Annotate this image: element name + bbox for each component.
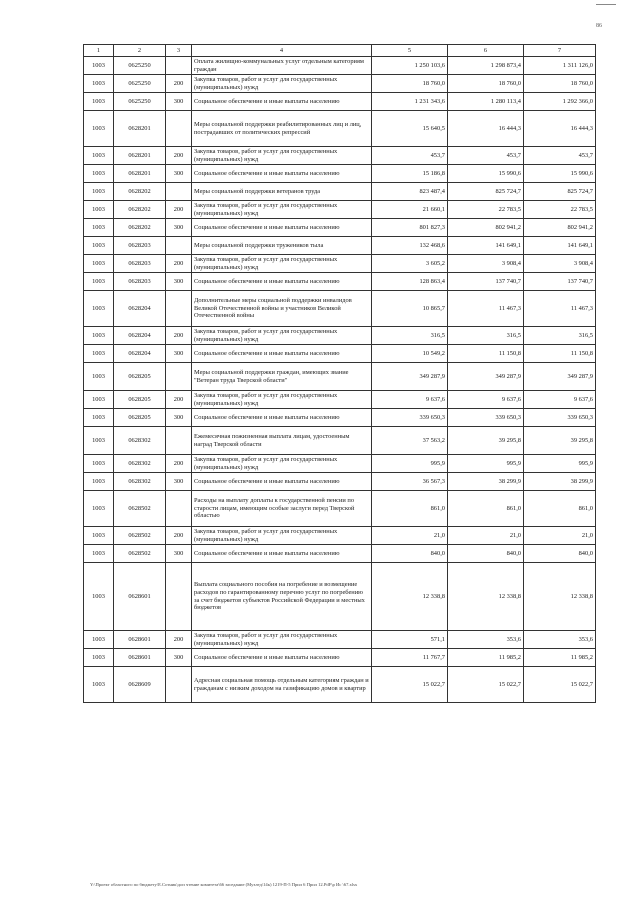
expense-type-code: [166, 57, 192, 75]
value-col-5: 132 468,6: [372, 237, 448, 255]
description: Закупка товаров, работ и услуг для государственных (муниципальных) нужд: [192, 455, 372, 473]
value-col-5: 840,0: [372, 545, 448, 563]
section-code: 1003: [84, 93, 114, 111]
value-col-5: 9 637,6: [372, 391, 448, 409]
value-col-6: 15 990,6: [448, 165, 524, 183]
expense-type-code: 200: [166, 327, 192, 345]
section-code: 1003: [84, 327, 114, 345]
value-col-7: 1 292 366,0: [524, 93, 596, 111]
table-row: [84, 345, 596, 363]
section-code: 1003: [84, 111, 114, 147]
value-col-5: 1 231 343,6: [372, 93, 448, 111]
value-col-7: 12 338,8: [524, 563, 596, 631]
value-col-6: 339 650,3: [448, 409, 524, 427]
value-col-5: 995,9: [372, 455, 448, 473]
description: Расходы на выплату доплаты к государственной пенсии по старости лицам, имеющим особые заслуги перед Тверской областью: [192, 491, 372, 527]
expense-type-code: 200: [166, 255, 192, 273]
value-col-7: 349 287,9: [524, 363, 596, 391]
description: Оплата жилищно-коммунальных услуг отдельным категориям граждан: [192, 57, 372, 75]
value-col-7: 15 990,6: [524, 165, 596, 183]
column-header: 6: [448, 45, 524, 57]
target-code: 0628601: [114, 563, 166, 631]
target-code: 0628204: [114, 327, 166, 345]
description: Дополнительные меры социальной поддержки инвалидов Великой Отечественной войны и участников Великой Отечественной войны: [192, 291, 372, 327]
table-body: [84, 57, 596, 703]
value-col-5: 10 865,7: [372, 291, 448, 327]
value-col-7: 16 444,3: [524, 111, 596, 147]
target-code: 0628203: [114, 273, 166, 291]
column-header: 1: [84, 45, 114, 57]
target-code: 0628201: [114, 111, 166, 147]
target-code: 0628203: [114, 237, 166, 255]
table-row: [84, 545, 596, 563]
value-col-5: 801 827,3: [372, 219, 448, 237]
expense-type-code: 300: [166, 473, 192, 491]
table-row: [84, 165, 596, 183]
value-col-6: 1 298 873,4: [448, 57, 524, 75]
table-row: [84, 93, 596, 111]
description: Выплата социального пособия на погребение и возмещение расходов по гарантированному перечню услуг по погребению за счет бюджетов субъектов Российской Федерации и местных бюджетов: [192, 563, 372, 631]
value-col-5: 21,0: [372, 527, 448, 545]
target-code: 0628302: [114, 473, 166, 491]
value-col-5: 349 287,9: [372, 363, 448, 391]
target-code: 0628502: [114, 545, 166, 563]
target-code: 0628205: [114, 363, 166, 391]
table-row: [84, 409, 596, 427]
target-code: 0628202: [114, 201, 166, 219]
value-col-6: 1 280 113,4: [448, 93, 524, 111]
target-code: 0628205: [114, 409, 166, 427]
section-code: 1003: [84, 409, 114, 427]
description: Адресная социальная помощь отдельным категориям граждан и гражданам с низким доходом на газификацию домов и квартир: [192, 667, 372, 703]
description: Социальное обеспечение и иные выплаты населению: [192, 345, 372, 363]
table-row: [84, 291, 596, 327]
target-code: 0628609: [114, 667, 166, 703]
value-col-6: 349 287,9: [448, 363, 524, 391]
value-col-6: 861,0: [448, 491, 524, 527]
table-row: [84, 327, 596, 345]
target-code: 0628302: [114, 427, 166, 455]
section-code: 1003: [84, 255, 114, 273]
column-header: 5: [372, 45, 448, 57]
value-col-5: 15 186,8: [372, 165, 448, 183]
target-code: 0628202: [114, 219, 166, 237]
footer-file-path: Y:\Проект областного по бюджету\Е.Сотник\доп чтение комитета\66 заседание (Музлед\14к) 1219-П-5 Прил 6 Прил 12.PdF\р Ис \67.xlsx: [90, 882, 358, 887]
description: Социальное обеспечение и иные выплаты населению: [192, 473, 372, 491]
expense-type-code: 300: [166, 345, 192, 363]
section-code: 1003: [84, 545, 114, 563]
value-col-7: 21,0: [524, 527, 596, 545]
target-code: 0628502: [114, 527, 166, 545]
expense-type-code: 300: [166, 273, 192, 291]
value-col-6: 137 740,7: [448, 273, 524, 291]
value-col-7: 825 724,7: [524, 183, 596, 201]
value-col-6: 316,5: [448, 327, 524, 345]
value-col-7: 861,0: [524, 491, 596, 527]
section-code: 1003: [84, 201, 114, 219]
section-code: 1003: [84, 473, 114, 491]
value-col-7: 22 783,5: [524, 201, 596, 219]
target-code: 0628601: [114, 649, 166, 667]
target-code: 0625250: [114, 93, 166, 111]
section-code: 1003: [84, 363, 114, 391]
target-code: 0628203: [114, 255, 166, 273]
table-row: [84, 237, 596, 255]
expense-type-code: 200: [166, 75, 192, 93]
target-code: 0628601: [114, 631, 166, 649]
description: Закупка товаров, работ и услуг для государственных (муниципальных) нужд: [192, 201, 372, 219]
header-row: [84, 45, 596, 57]
description: Закупка товаров, работ и услуг для государственных (муниципальных) нужд: [192, 327, 372, 345]
value-col-7: 137 740,7: [524, 273, 596, 291]
expense-type-code: 300: [166, 545, 192, 563]
section-code: 1003: [84, 631, 114, 649]
value-col-7: 802 941,2: [524, 219, 596, 237]
value-col-6: 802 941,2: [448, 219, 524, 237]
description: Меры социальной поддержки реабилитированных лиц и лиц, пострадавших от политических репрессий: [192, 111, 372, 147]
value-col-6: 840,0: [448, 545, 524, 563]
table-row: [84, 363, 596, 391]
table-row: [84, 649, 596, 667]
section-code: 1003: [84, 391, 114, 409]
scan-mark: [596, 4, 616, 5]
value-col-5: 823 487,4: [372, 183, 448, 201]
column-header: 4: [192, 45, 372, 57]
target-code: 0628205: [114, 391, 166, 409]
table-row: [84, 201, 596, 219]
value-col-6: 825 724,7: [448, 183, 524, 201]
expense-type-code: 200: [166, 391, 192, 409]
column-header: 3: [166, 45, 192, 57]
expense-type-code: 300: [166, 93, 192, 111]
value-col-6: 38 299,9: [448, 473, 524, 491]
description: Социальное обеспечение и иные выплаты населению: [192, 545, 372, 563]
table-row: [84, 427, 596, 455]
budget-table: [83, 44, 596, 703]
expense-type-code: [166, 237, 192, 255]
target-code: 0628502: [114, 491, 166, 527]
section-code: 1003: [84, 147, 114, 165]
value-col-6: 15 022,7: [448, 667, 524, 703]
description: Социальное обеспечение и иные выплаты населению: [192, 165, 372, 183]
value-col-6: 39 295,8: [448, 427, 524, 455]
expense-type-code: [166, 111, 192, 147]
value-col-6: 22 783,5: [448, 201, 524, 219]
table-row: [84, 75, 596, 93]
expense-type-code: [166, 563, 192, 631]
value-col-7: 39 295,8: [524, 427, 596, 455]
expense-type-code: 300: [166, 649, 192, 667]
value-col-7: 15 022,7: [524, 667, 596, 703]
value-col-7: 995,9: [524, 455, 596, 473]
description: Социальное обеспечение и иные выплаты населению: [192, 409, 372, 427]
value-col-5: 339 650,3: [372, 409, 448, 427]
table-row: [84, 57, 596, 75]
section-code: 1003: [84, 667, 114, 703]
target-code: 0628204: [114, 345, 166, 363]
table-row: [84, 473, 596, 491]
value-col-7: 453,7: [524, 147, 596, 165]
table-row: [84, 255, 596, 273]
column-header: 2: [114, 45, 166, 57]
value-col-6: 11 467,3: [448, 291, 524, 327]
expense-type-code: [166, 427, 192, 455]
description: Социальное обеспечение и иные выплаты населению: [192, 219, 372, 237]
target-code: 0625250: [114, 57, 166, 75]
description: Закупка товаров, работ и услуг для государственных (муниципальных) нужд: [192, 391, 372, 409]
expense-type-code: 200: [166, 631, 192, 649]
value-col-6: 16 444,3: [448, 111, 524, 147]
value-col-5: 1 250 103,6: [372, 57, 448, 75]
target-code: 0628201: [114, 147, 166, 165]
value-col-5: 316,5: [372, 327, 448, 345]
value-col-5: 11 767,7: [372, 649, 448, 667]
table-row: [84, 219, 596, 237]
value-col-6: 18 760,0: [448, 75, 524, 93]
expense-type-code: 300: [166, 219, 192, 237]
description: Меры социальной поддержки ветеранов труда: [192, 183, 372, 201]
section-code: 1003: [84, 563, 114, 631]
expense-type-code: [166, 291, 192, 327]
description: Ежемесячная пожизненная выплата лицам, удостоенным наград Тверской области: [192, 427, 372, 455]
value-col-5: 453,7: [372, 147, 448, 165]
description: Закупка товаров, работ и услуг для государственных (муниципальных) нужд: [192, 75, 372, 93]
description: Закупка товаров, работ и услуг для государственных (муниципальных) нужд: [192, 147, 372, 165]
expense-type-code: [166, 491, 192, 527]
table-row: [84, 667, 596, 703]
target-code: 0628201: [114, 165, 166, 183]
section-code: 1003: [84, 237, 114, 255]
description: Меры социальной поддержки тружеников тыла: [192, 237, 372, 255]
expense-type-code: 200: [166, 147, 192, 165]
section-code: 1003: [84, 455, 114, 473]
section-code: 1003: [84, 291, 114, 327]
table-row: [84, 631, 596, 649]
value-col-6: 3 908,4: [448, 255, 524, 273]
section-code: 1003: [84, 183, 114, 201]
value-col-6: 11 150,8: [448, 345, 524, 363]
section-code: 1003: [84, 649, 114, 667]
value-col-7: 38 299,9: [524, 473, 596, 491]
value-col-7: 9 637,6: [524, 391, 596, 409]
expense-type-code: 200: [166, 201, 192, 219]
value-col-7: 18 760,0: [524, 75, 596, 93]
target-code: 0628202: [114, 183, 166, 201]
description: Меры социальной поддержки граждан, имеющих звание "Ветеран труда Тверской области": [192, 363, 372, 391]
value-col-7: 3 908,4: [524, 255, 596, 273]
section-code: 1003: [84, 427, 114, 455]
table-row: [84, 147, 596, 165]
table-row: [84, 183, 596, 201]
value-col-6: 353,6: [448, 631, 524, 649]
expense-type-code: 300: [166, 409, 192, 427]
value-col-7: 1 311 126,0: [524, 57, 596, 75]
section-code: 1003: [84, 273, 114, 291]
value-col-6: 453,7: [448, 147, 524, 165]
value-col-5: 128 863,4: [372, 273, 448, 291]
expense-type-code: 200: [166, 455, 192, 473]
target-code: 0628204: [114, 291, 166, 327]
value-col-5: 36 567,3: [372, 473, 448, 491]
value-col-7: 11 985,2: [524, 649, 596, 667]
section-code: 1003: [84, 219, 114, 237]
table-row: [84, 273, 596, 291]
section-code: 1003: [84, 75, 114, 93]
column-header: 7: [524, 45, 596, 57]
expense-type-code: 200: [166, 527, 192, 545]
table-row: [84, 491, 596, 527]
value-col-5: 861,0: [372, 491, 448, 527]
expense-type-code: [166, 363, 192, 391]
page-number: 86: [596, 23, 602, 29]
value-col-5: 12 338,8: [372, 563, 448, 631]
value-col-6: 995,9: [448, 455, 524, 473]
section-code: 1003: [84, 527, 114, 545]
value-col-5: 571,1: [372, 631, 448, 649]
section-code: 1003: [84, 165, 114, 183]
table-row: [84, 391, 596, 409]
section-code: 1003: [84, 57, 114, 75]
value-col-7: 840,0: [524, 545, 596, 563]
value-col-6: 9 637,6: [448, 391, 524, 409]
expense-type-code: 300: [166, 165, 192, 183]
section-code: 1003: [84, 345, 114, 363]
value-col-6: 12 338,8: [448, 563, 524, 631]
table-row: [84, 111, 596, 147]
description: Социальное обеспечение и иные выплаты населению: [192, 93, 372, 111]
target-code: 0625250: [114, 75, 166, 93]
expense-type-code: [166, 183, 192, 201]
value-col-7: 353,6: [524, 631, 596, 649]
value-col-5: 3 605,2: [372, 255, 448, 273]
value-col-7: 339 650,3: [524, 409, 596, 427]
description: Закупка товаров, работ и услуг для государственных (муниципальных) нужд: [192, 527, 372, 545]
section-code: 1003: [84, 491, 114, 527]
value-col-7: 316,5: [524, 327, 596, 345]
expense-type-code: [166, 667, 192, 703]
value-col-7: 11 150,8: [524, 345, 596, 363]
value-col-6: 21,0: [448, 527, 524, 545]
value-col-5: 37 563,2: [372, 427, 448, 455]
value-col-7: 11 467,3: [524, 291, 596, 327]
description: Закупка товаров, работ и услуг для государственных (муниципальных) нужд: [192, 255, 372, 273]
value-col-5: 15 640,5: [372, 111, 448, 147]
value-col-5: 10 549,2: [372, 345, 448, 363]
value-col-5: 18 760,0: [372, 75, 448, 93]
table-row: [84, 563, 596, 631]
table-row: [84, 527, 596, 545]
table-row: [84, 455, 596, 473]
value-col-6: 141 649,1: [448, 237, 524, 255]
target-code: 0628302: [114, 455, 166, 473]
description: Социальное обеспечение и иные выплаты населению: [192, 649, 372, 667]
description: Закупка товаров, работ и услуг для государственных (муниципальных) нужд: [192, 631, 372, 649]
value-col-6: 11 985,2: [448, 649, 524, 667]
value-col-7: 141 649,1: [524, 237, 596, 255]
description: Социальное обеспечение и иные выплаты населению: [192, 273, 372, 291]
value-col-5: 15 022,7: [372, 667, 448, 703]
value-col-5: 21 660,1: [372, 201, 448, 219]
